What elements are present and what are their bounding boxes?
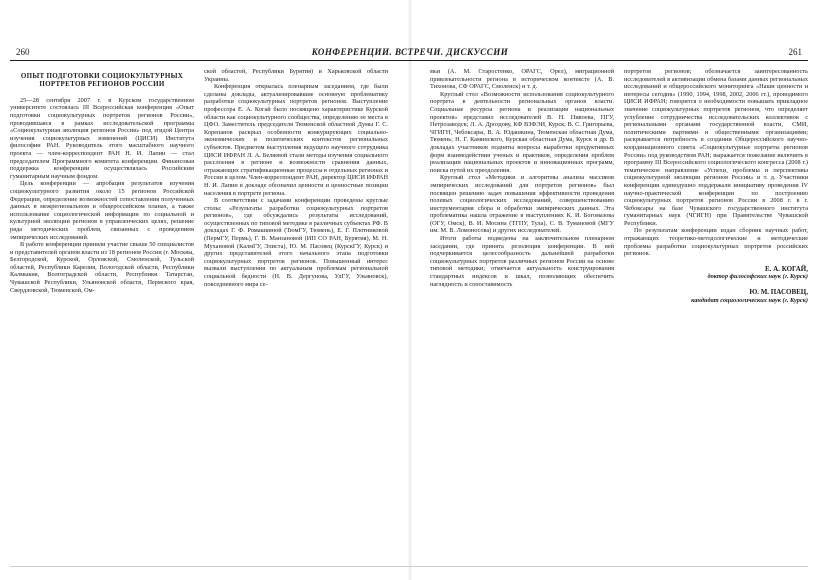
right-page-number: 261 [788,47,802,57]
column-4 [624,68,808,304]
paragraph: портретов регионов; обозначается заинтересованность исследователей в активизации обмена базами данных региональных исследований и общероссийского мониторинга «Наши ценности и интересы сегодня» (1990, 1994, 1998, 2002, 2006 гг.), проводимого ЦИСИ ИФРАН; говорится о необходимости повышать прикладное значение социокультурных портретов регионов, что определяет углубление сотрудничества исследовательских коллективов с региональными органами государственной власти, СМИ, политическими партиями и общественными организациями; раскрывается потребность в создании Общероссийского научно-координационного совета «Социокультурные портреты регионов России» под руководством РАН; выражается пожелание включить в программу III Всероссийского социологического конгресса (2008 г.) тематическое направление «Успехи, проблемы и перспективы социокультурной эволюции регионов России» и т. д. Участники конференции единодушно поддержали инициативу проведения IV научно-практической конференции по построению социокультурных портретов регионов России в 2008 г. в г. Чебоксары на базе Чувашского государственного института гуманитарных наук (ЧГИГН) при Правительстве Чувашской Республики. [624,68,808,227]
book-gutter [408,0,412,580]
paragraph: Цель конференции — апробация результатов изучения социокультурного развития около 15 регионов Российской Федерации, определение возможностей сопоставления полученных данных в межрегиональном и общероссийском планах, а также использование социологической информации по социальной и культурной эволюции регионов в управленческих целях, решение ряда методических проблем, связанных с проведением эмпирических исследований. [10,180,194,241]
left-page-number: 260 [16,47,30,57]
right-page [430,44,808,564]
column-1 [10,68,194,294]
paragraph: В работе конференции приняли участие свыше 50 специалистов и представителей органов власти из 18 регионов России (г. Москвы, Белгородской, Курской, Орловской, Смоленской, Тульской областей, Республики Карелия, Вологодской области, Республики Калмыкия, Волгоградской области, Республики Татарстан, Чувашской Республики, Ульяновской области, Пермского края, Свердловской, Тюменской, Ом- [10,241,194,294]
paragraph: Круглый стол «Методики и алгоритмы анализа массивов эмпирических исследований для портретов регионов» был посвящен решению задач повышения эффективности проведения полевых социологических исследований, совершенствованию инструментария сбора и обработки эмпирических данных. Эта проблематика нашла отражение в выступлениях К. И. Богомазова (ОГУ, Омск), В. И. Мосина (ТГПУ, Тула), С. В. Тумановой (МГУ им. М. В. Ломоносова) и других исследователей. [430,174,614,235]
article-title: ОПЫТ ПОДГОТОВКИ СОЦИОКУЛЬТУРНЫХ ПОРТРЕТОВ РЕГИОНОВ РОССИИ [20,72,184,89]
column-2 [204,68,388,288]
author-name: Е. А. КОГАЙ, [764,264,808,273]
author-signature-1 [624,266,808,281]
paragraph: ской областей, Республики Бурятия) и Харьковской области Украины. [204,68,388,83]
author-name: Ю. М. ПАСОВЕЦ, [749,288,808,297]
author-signature-2 [624,289,808,304]
paragraph: Круглый стол «Возможности использования социокультурного портрета в деятельности региональных органов власти. Социальные ресурсы региона и реализация национальных проектов» представил исследователей В. Н. Пивоева, ПГУ, Петрозаводск; Л. А. Дроздову, КФ ВЗФЭИ, Курск; В. С. Григорьева, ЧГИГН, Чебоксары, В. А. Юдашкина, Тюменская областная Дума, Тюмень; Н. Г. Каминского, Курская областная Дума, Курск и др. В докладах участников подняты вопросы выработки продуктивных форм взаимодействия ученых и практиков, определения проблем реализации национальных проектов и инновационных программ, поиска путей их преодоления. [430,90,614,174]
paragraph: 25—28 сентября 2007 г. в Курском государственном университете состоялась III Всероссийская конференция «Опыт подготовки социокультурных портретов регионов России», проводившаяся в рамках исследовательской программы «Социокультурная эволюция регионов России» под эгидой Центра изучения социокультурных изменений (ЦИСИ) Института философии РАН. Руководитель этого масштабного научного проекта — член-корреспондент РАН Н. И. Лапин — стал председателем Программного комитета конференции. Финансовая поддержка конференции осуществлялась Российским гуманитарным научным фондом. [10,96,194,180]
column-3 [430,68,614,288]
running-title: КОНФЕРЕНЦИИ. ВСТРЕЧИ. ДИСКУССИИ [311,47,509,57]
paragraph: мьи (А. М. Старостенко, ОРАГС, Орел), миграционной привлекательности региона в историческом контексте (А. В. Тихонова, СФ ОРАГС, Смоленск) и т. д. [430,68,614,91]
author-degree: кандидат социологических наук (г. Курск) [691,296,808,304]
page-bottom-edge [10,566,808,567]
paragraph: Итоги работы подведены на заключительном пленарном заседании, где принята резолюция конференции. В ней подчеркивается целесообразность дальнейшей разработки социокультурных портретов различных регионов России на основе типовой методики; отмечается актуальность конструирования стандартных индексов и шкал, позволяющих обеспечить наглядность и сопоставимость [430,235,614,288]
left-page [10,44,388,564]
paragraph: По результатам конференции издан сборник научных работ, отражающих теоретико-методологические и методические проблемы разработки социокультурных портретов российских регионов. [624,227,808,258]
author-degree: доктор философских наук (г. Курск) [707,273,808,281]
paragraph: В соответствии с задачами конференции проведены круглые столы: «Результаты разработки социокультурных портретов регионов», где обсуждались результаты исследований, осуществленных по типовой методике в различных субъектах РФ. В докладах Г. Ф. Ромашкиной (ТюмГУ, Тюмень), Е. Г. Плотниковой (ПермГУ, Пермь), Г. В. Манзановой (ИП СО РАН, Бурятия), М. Н. Мухановой (КалмГУ, Элиста), Ю. М. Пасовец (КурскГУ, Курск) и других представителей этого начального этапа подготовки социокультурных портретов регионов. Повышенный интерес вызвали выступления по актуальным проблемам региональной социальной бедности (Н. В. Дергунова, УлГУ, Ульяновск), повседневного мира се- [204,197,388,288]
paragraph: Конференция открылась пленарным заседанием, где были сделаны доклады, актуализировавшие основную проблематику разработки социокультурных портретов регионов. Выступление профессора Е. А. Когай было посвящено характеристике Курской области как социокультурного сообщества, определению ее места в ЦФО. Заместитель председателя Тюменской областной Думы Г. С. Корепанов раскрыл особенности конкурирующих социально-экономических и политических контекстов региональных субъектов. Предметом выступления ведущего научного сотрудника ЦИСИ ИФРАН Л. А. Беляевой стали методы изучения социального расслоения в регионе и возможности сравнения данных, отражающих стратификационные процессы в отдельных регионах и России в целом. Член-корреспондент РАН, директор ЦИСИ ИФРАН Н. И. Лапин в докладе обозначил ценности и ценностные позиции населения в портрете региона. [204,83,388,197]
